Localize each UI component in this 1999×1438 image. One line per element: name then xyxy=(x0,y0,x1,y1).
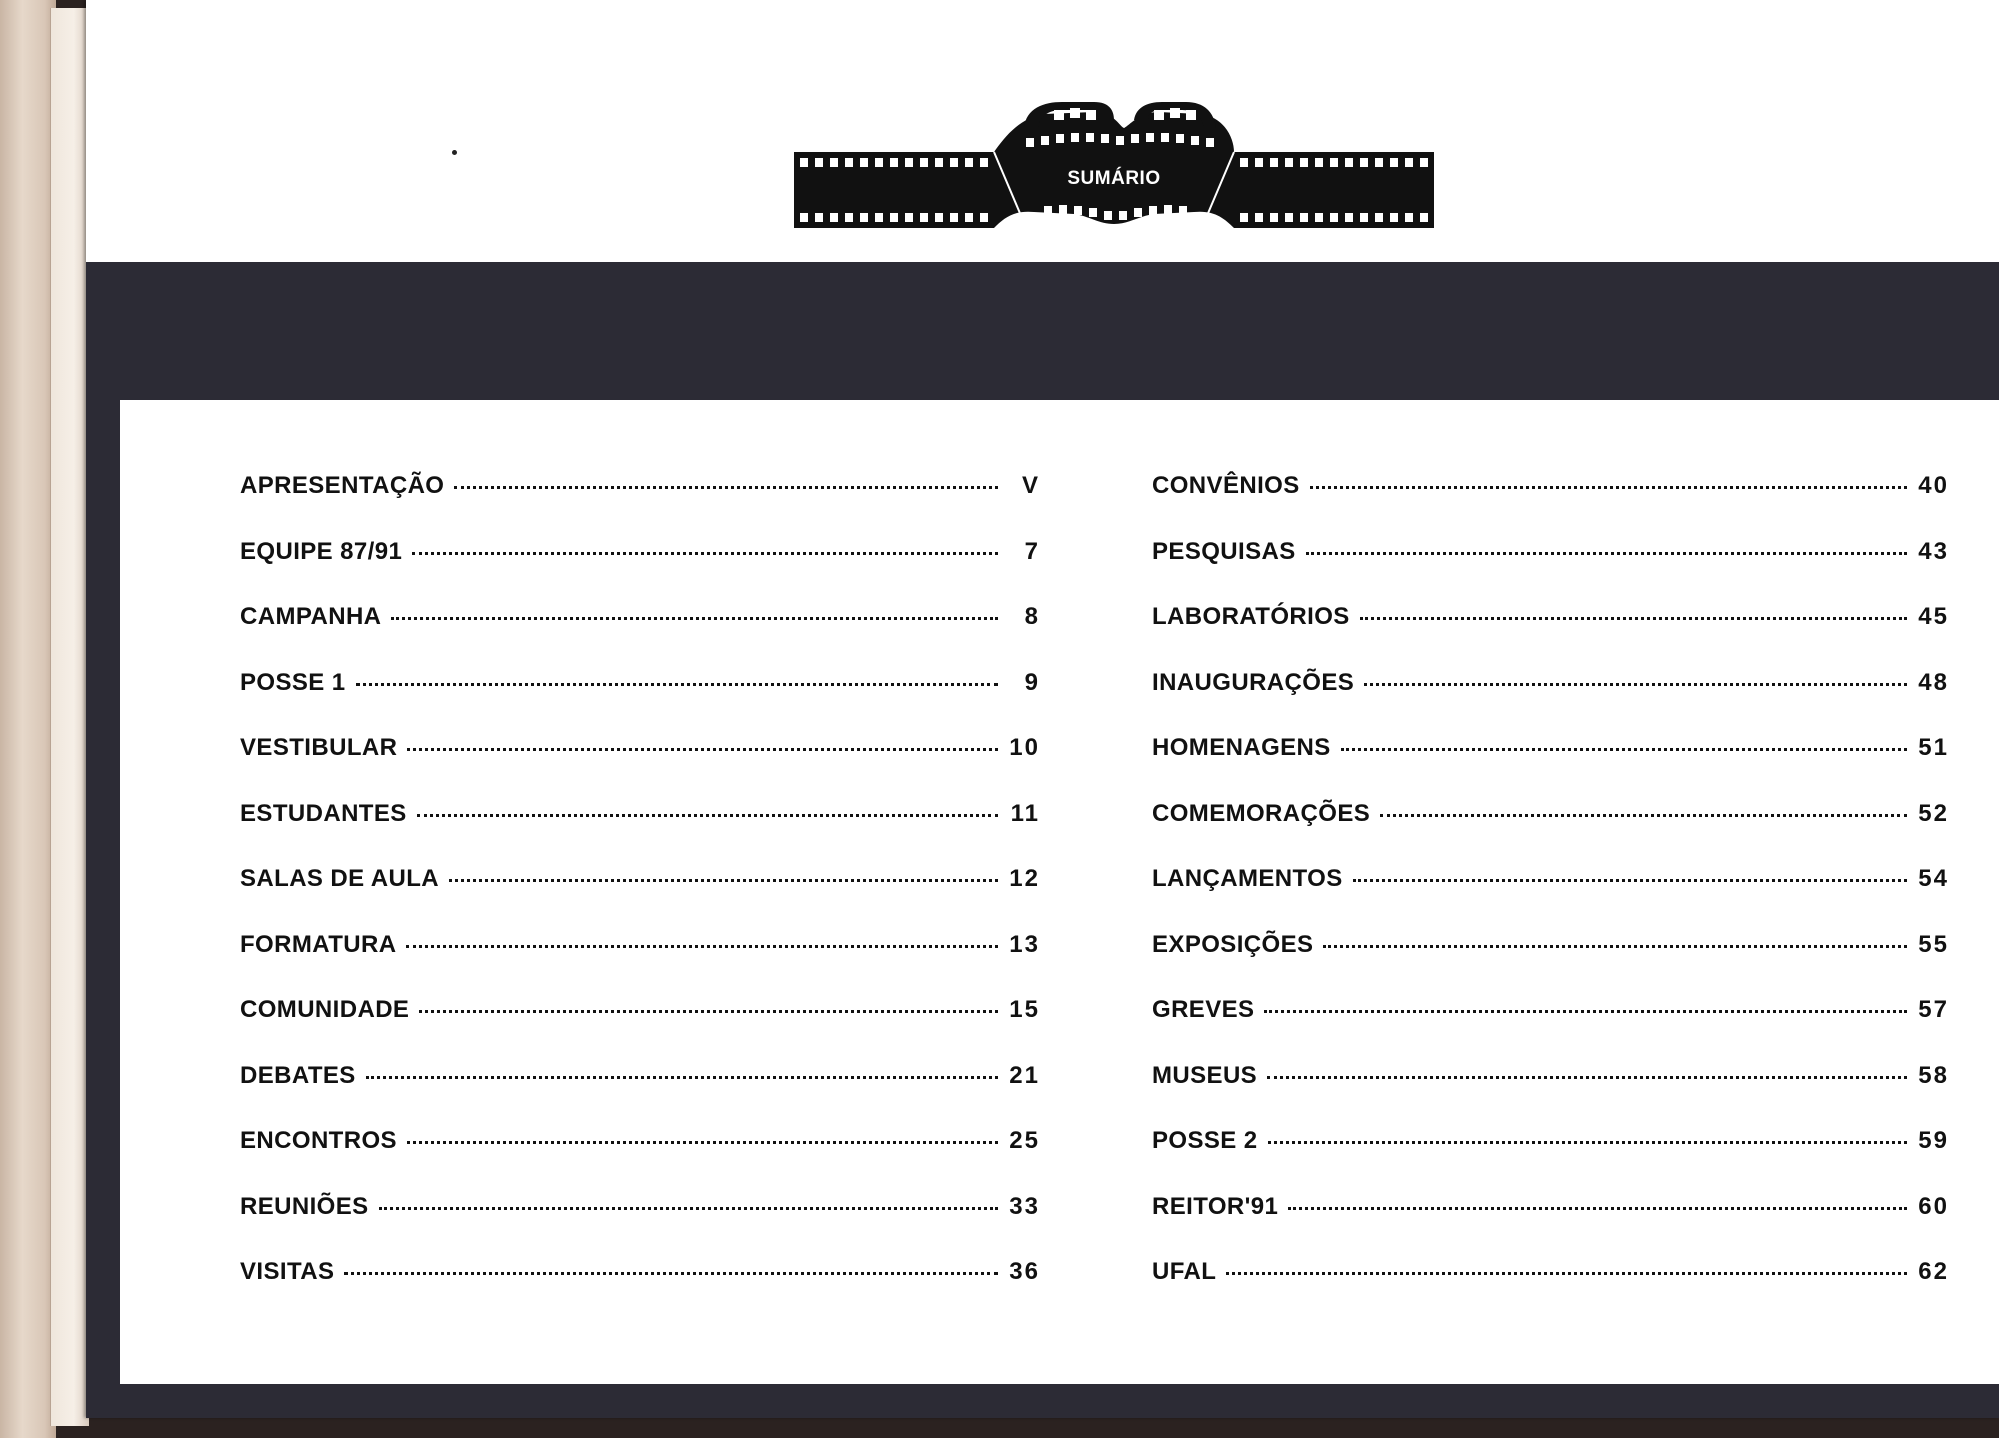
toc-entry xyxy=(240,1193,1040,1259)
toc-entry xyxy=(1152,996,1949,1062)
toc-entry-page-number: 55 xyxy=(1918,930,1949,958)
toc-entry-page-number: 36 xyxy=(1009,1258,1040,1285)
toc-dot-leader xyxy=(406,945,998,948)
toc-entry xyxy=(240,1127,1040,1193)
toc-entry-title: CAMPANHA xyxy=(240,603,382,630)
toc-entry-page-number: 45 xyxy=(1918,603,1949,630)
print-speck xyxy=(452,150,457,155)
toc-entry-page-number: 60 xyxy=(1918,1192,1949,1220)
toc-entry-title: INAUGURAÇÕES xyxy=(1152,668,1355,696)
toc-dot-leader xyxy=(1268,1141,1907,1144)
toc-dot-leader xyxy=(454,486,998,489)
toc-entry xyxy=(240,472,1040,538)
toc-entry-title: REUNIÕES xyxy=(240,1192,369,1220)
toc-entry-title: PESQUISAS xyxy=(1152,537,1296,565)
film-strip-icon xyxy=(794,98,1434,234)
contents-heading: SUMÁRIO xyxy=(1067,168,1161,189)
toc-entry-page-number: 48 xyxy=(1918,668,1949,696)
toc-entry-title: GREVES xyxy=(1152,996,1255,1023)
toc-dot-leader xyxy=(419,1010,998,1013)
toc-dot-leader xyxy=(1264,1010,1907,1013)
toc-entry-title: VISITAS xyxy=(240,1258,335,1285)
toc-dot-leader xyxy=(1310,486,1907,489)
toc-entry xyxy=(240,669,1040,735)
toc-dot-leader xyxy=(1341,748,1907,751)
toc-entry-page-number: 7 xyxy=(1024,537,1040,565)
toc-entry-page-number: 57 xyxy=(1918,996,1949,1023)
toc-entry-title: COMUNIDADE xyxy=(240,996,410,1023)
toc-entry-page-number: 11 xyxy=(1010,799,1040,827)
toc-entry xyxy=(240,865,1040,931)
toc-dot-leader xyxy=(449,879,998,882)
toc-entry-page-number: 40 xyxy=(1918,472,1949,499)
toc-entry-page-number: 58 xyxy=(1918,1061,1949,1089)
toc-dot-leader xyxy=(1306,552,1907,555)
toc-entry xyxy=(1152,1127,1949,1193)
toc-entry-page-number: 43 xyxy=(1918,537,1949,565)
toc-entry xyxy=(240,800,1040,866)
toc-entry xyxy=(240,538,1040,604)
toc-entry-page-number: 10 xyxy=(1009,734,1040,761)
toc-entry xyxy=(1152,538,1949,604)
toc-dot-leader xyxy=(1323,945,1907,948)
book-edge xyxy=(0,0,56,1438)
toc-entry xyxy=(1152,1193,1949,1259)
toc-dot-leader xyxy=(407,748,998,751)
toc-dot-leader xyxy=(1360,617,1907,620)
toc-entry xyxy=(1152,669,1949,735)
toc-entry-page-number: 9 xyxy=(1024,668,1040,696)
toc-entry-title: POSSE 2 xyxy=(1152,1127,1258,1154)
toc-entry-title: COMEMORAÇÕES xyxy=(1152,799,1371,827)
toc-entry xyxy=(240,734,1040,800)
toc-entry-title: CONVÊNIOS xyxy=(1152,472,1300,499)
toc-dot-leader xyxy=(1353,879,1907,882)
toc-entry-page-number: 15 xyxy=(1009,996,1040,1023)
toc-entry-page-number: 25 xyxy=(1009,1127,1040,1154)
toc-entry xyxy=(240,603,1040,669)
toc-dot-leader xyxy=(412,552,998,555)
toc-dot-leader xyxy=(379,1207,998,1210)
toc-entry xyxy=(1152,800,1949,866)
toc-dot-leader xyxy=(1267,1076,1907,1079)
book-page-stack xyxy=(50,8,89,1426)
toc-dot-leader xyxy=(366,1076,998,1079)
toc-entry-title: ENCONTROS xyxy=(240,1127,397,1154)
toc-entry xyxy=(1152,734,1949,800)
toc-entry-title: DEBATES xyxy=(240,1061,356,1089)
toc-entry-title: MUSEUS xyxy=(1152,1061,1258,1089)
toc-entry xyxy=(1152,472,1949,538)
toc-entry xyxy=(1152,1258,1949,1324)
toc-left-column xyxy=(240,472,1040,1324)
film-strip-banner xyxy=(794,98,1434,234)
toc-entry-page-number: V xyxy=(1021,472,1040,499)
toc-entry-title: APRESENTAÇÃO xyxy=(240,472,445,499)
toc-entry-page-number: 33 xyxy=(1009,1192,1040,1220)
toc-dot-leader xyxy=(1364,683,1907,686)
toc-entry-title: SALAS DE AULA xyxy=(240,865,439,892)
toc-entry-title: VESTIBULAR xyxy=(240,734,398,761)
toc-entry-page-number: 52 xyxy=(1918,799,1949,827)
toc-entry-title: FORMATURA xyxy=(240,930,397,958)
toc-entry-title: LABORATÓRIOS xyxy=(1152,603,1350,630)
toc-entry xyxy=(240,996,1040,1062)
toc-dot-leader xyxy=(391,617,998,620)
toc-entry-title: UFAL xyxy=(1152,1258,1217,1285)
toc-entry-page-number: 51 xyxy=(1918,734,1949,761)
toc-entry-title: ESTUDANTES xyxy=(240,799,407,827)
toc-entry-title: POSSE 1 xyxy=(240,668,346,696)
toc-right-column xyxy=(1152,472,1949,1324)
toc-entry-title: HOMENAGENS xyxy=(1152,734,1331,761)
toc-entry xyxy=(240,1062,1040,1128)
toc-entry-page-number: 21 xyxy=(1009,1061,1040,1089)
toc-entry xyxy=(240,931,1040,997)
toc-dot-leader xyxy=(417,814,998,817)
toc-entry-title: EQUIPE 87/91 xyxy=(240,537,403,565)
toc-entry xyxy=(1152,865,1949,931)
toc-entry-page-number: 13 xyxy=(1009,930,1040,958)
toc-dot-leader xyxy=(1226,1272,1907,1275)
toc-entry-title: EXPOSIÇÕES xyxy=(1152,930,1314,958)
toc-entry-page-number: 54 xyxy=(1918,865,1949,892)
toc-dot-leader xyxy=(1380,814,1907,817)
toc-entry-page-number: 12 xyxy=(1009,865,1040,892)
toc-entry-title: LANÇAMENTOS xyxy=(1152,865,1343,892)
toc-entry-page-number: 59 xyxy=(1918,1127,1949,1154)
toc-entry xyxy=(1152,931,1949,997)
toc-dot-leader xyxy=(344,1272,998,1275)
toc-entry-page-number: 8 xyxy=(1024,603,1040,630)
toc-entry-title: REITOR'91 xyxy=(1152,1192,1279,1220)
toc-entry-page-number: 62 xyxy=(1918,1258,1949,1285)
toc-entry xyxy=(240,1258,1040,1324)
toc-dot-leader xyxy=(356,683,998,686)
toc-dot-leader xyxy=(407,1141,998,1144)
toc-entry xyxy=(1152,1062,1949,1128)
table-of-contents-panel xyxy=(120,400,1999,1384)
toc-entry xyxy=(1152,603,1949,669)
toc-dot-leader xyxy=(1288,1207,1907,1210)
contents-page xyxy=(86,0,1999,1418)
